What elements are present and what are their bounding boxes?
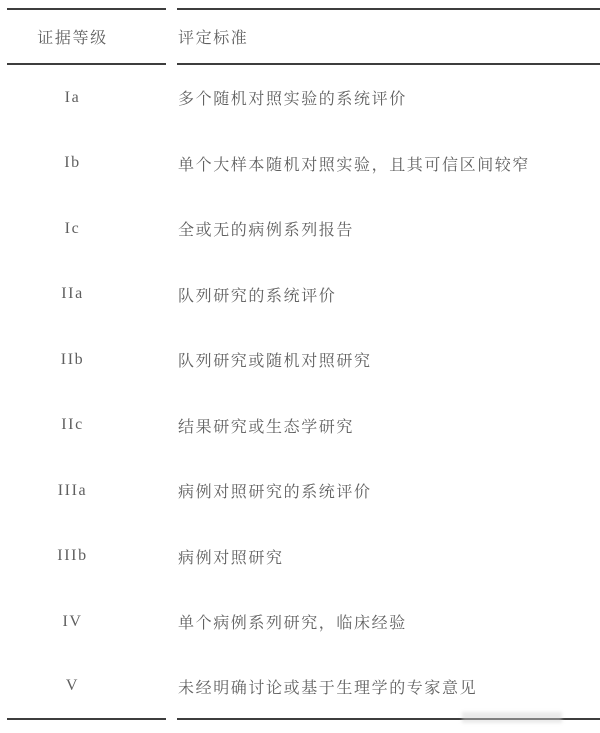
table-row — [7, 196, 600, 262]
column-header-criteria: 评定标准 — [177, 8, 600, 65]
level-cell: IIb — [60, 350, 85, 368]
level-cell: IIIa — [57, 481, 88, 499]
table-row — [7, 327, 600, 393]
table-row — [7, 65, 600, 131]
level-cell: IIIb — [57, 547, 88, 565]
level-cell: IV — [62, 612, 83, 630]
criteria-cell: 全或无的病例系列报告 — [178, 222, 355, 240]
level-cell: IIa — [61, 285, 84, 303]
criteria-cell: 队列研究或随机对照研究 — [178, 353, 372, 371]
criteria-cell: 结果研究或生态学研究 — [178, 418, 355, 436]
criteria-cell: 多个随机对照实验的系统评价 — [178, 91, 407, 109]
criteria-cell: 病例对照研究的系统评价 — [178, 484, 372, 502]
table-row — [7, 458, 600, 524]
level-cell: IIc — [61, 416, 84, 434]
table-row — [7, 524, 600, 590]
level-cell: Ib — [64, 154, 81, 172]
table-row — [7, 393, 600, 459]
table-row — [7, 262, 600, 328]
criteria-cell: 单个大样本随机对照实验，且其可信区间较窄 — [178, 156, 531, 174]
evidence-table — [7, 8, 600, 720]
criteria-cell: 单个病例系列研究，临床经验 — [178, 615, 407, 633]
table-header-row — [7, 8, 600, 65]
level-cell: V — [7, 655, 166, 721]
level-cell: Ic — [64, 219, 81, 237]
criteria-cell: 队列研究的系统评价 — [178, 287, 337, 305]
criteria-cell: 未经明确讨论或基于生理学的专家意见 — [177, 655, 600, 721]
column-header-level: 证据等级 — [7, 8, 166, 65]
criteria-cell: 病例对照研究 — [178, 549, 284, 567]
table-row — [7, 589, 600, 655]
level-cell: Ia — [64, 88, 81, 106]
table-row — [7, 655, 600, 721]
table-row — [7, 131, 600, 197]
